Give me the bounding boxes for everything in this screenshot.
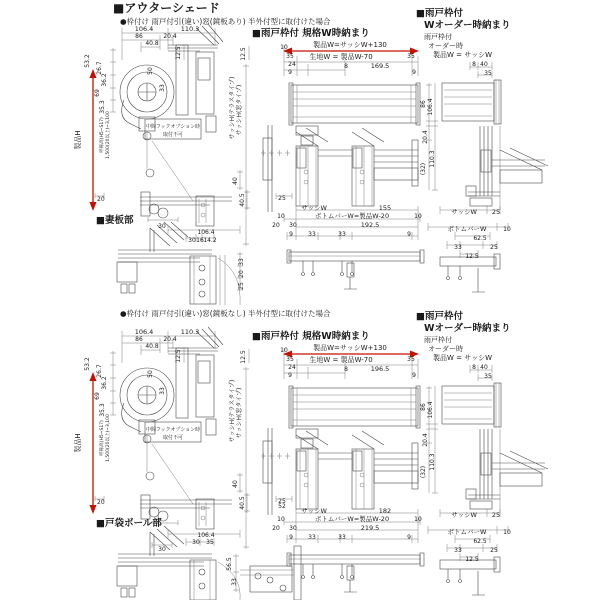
dim-20-col: 20: [272, 525, 280, 532]
dim-10: 10: [280, 347, 288, 354]
product-height-label: 製品H: [74, 130, 82, 150]
dim-35-3: 35.3: [99, 403, 106, 417]
standard-width-header: ■雨戸枠付 規格W時納まり: [252, 28, 370, 39]
dim-53-2: 53.2: [84, 54, 91, 68]
dim-30-col: 30: [289, 222, 297, 229]
dim-20-4-vert: 20.4: [422, 130, 429, 144]
order-sub3: 製品W = サッシW: [433, 51, 493, 59]
dim-8-order: 8: [472, 61, 476, 68]
bottom-order-width: [426, 365, 548, 595]
dim-25b-order: 25: [490, 547, 498, 554]
bottom-plan-labels: [228, 330, 422, 541]
product-height-label: 製品H: [74, 433, 82, 453]
dim-25: 25: [278, 195, 286, 202]
order-sub1: 雨戸枠付: [424, 336, 452, 344]
order-sub3: 製品W = サッシW: [433, 354, 493, 362]
sash-width-label: サッシW: [301, 507, 327, 515]
tobukuro-30-box: 30: [158, 546, 166, 553]
bottom-standard-width: [237, 348, 424, 592]
dim-25b-order: 25: [490, 244, 498, 251]
order-header-line2: Wオーダー時納まり: [424, 20, 511, 31]
dim-36-2: 36.2: [101, 73, 108, 87]
dim-12-5: 12.5: [175, 349, 182, 363]
top-subtitle: ●枠付け 雨戸付引(違い)窓(鏡板あり) 半外付型に取付けた場合: [120, 17, 331, 26]
order-header-line1: ■雨戸枠付: [416, 311, 463, 322]
dim-40-vert: 40: [232, 177, 239, 185]
dim-9b: 9: [407, 231, 411, 238]
dim-35-left: 35: [286, 356, 294, 363]
dim-8: 8: [344, 366, 348, 373]
top-side-labels: [73, 25, 200, 230]
dim-24: 24: [288, 61, 296, 68]
product-width-label: 製品W=サッシW+130: [313, 41, 387, 49]
top-order-labels: [416, 7, 511, 260]
sash-height-window-label: サッシH(窓タイプ): [236, 387, 243, 439]
dim-33: 33: [159, 387, 166, 395]
dim-8-order: 8: [472, 364, 476, 371]
sash-height-terrace-label: サッシH(テラスタイプ): [229, 76, 236, 140]
dim-106-4-vert: 106.4: [427, 98, 434, 116]
dim-12-5: 12.5: [175, 46, 182, 60]
dim-35-left: 35: [286, 53, 294, 60]
door-pocket-labels: [96, 517, 238, 586]
top-plan-labels: [228, 27, 422, 238]
dim-25: 25: [278, 498, 286, 505]
tsuma-33: 33: [238, 258, 245, 266]
dim-20-col: 20: [272, 222, 280, 229]
dim-9b: 9: [407, 534, 411, 541]
dim-110-3: 110.3: [180, 25, 200, 33]
dim-20: 20: [97, 196, 105, 203]
dim-86: 86: [135, 33, 143, 40]
dim-26-7: 26.7: [96, 61, 103, 75]
dim-9-left: 9: [288, 372, 292, 379]
tsuma-14-2: 14.2: [203, 237, 217, 244]
dim-106-4-vert: 106.4: [427, 401, 434, 419]
order-sub2: オーダー時: [428, 345, 463, 353]
order-sub1: 雨戸枠付: [424, 33, 452, 41]
tobukuro-35: 35: [206, 539, 214, 546]
dim-12-5-mid: 12.5: [240, 47, 247, 61]
dim-40-5-vert: 40.5: [239, 496, 246, 510]
dim-9-left: 9: [288, 69, 292, 76]
dim-10-row-right: 10: [414, 516, 422, 523]
tsuma-16: 16: [196, 237, 204, 244]
tsuma-30: 30: [188, 237, 196, 244]
dim-20: 20: [97, 499, 105, 506]
dim-12-5-order: 12.5: [465, 253, 479, 260]
dim-35-order: 35: [484, 373, 492, 380]
dim-10-row-left: 10: [277, 213, 285, 220]
bottom-side-labels: [73, 328, 200, 506]
dim-33a: 33: [308, 231, 316, 238]
dim-9a: 9: [289, 231, 293, 238]
tobukuro-106-4: 106.4: [197, 532, 215, 539]
top-standard-width: [237, 45, 424, 289]
order-header-line1: ■雨戸枠付: [416, 8, 463, 19]
door-pocket-header: ■戸袋ボール部: [96, 518, 162, 529]
order-bottombar-label: ボトムバーW: [447, 528, 487, 536]
dim-69: 69: [94, 89, 101, 97]
bottombar-eq-label: ボトムバーW=製品W-20: [314, 515, 390, 523]
dim-20-4: 20.4: [163, 33, 177, 40]
tobukuro-33: 33: [231, 578, 238, 586]
product-width-label: 製品W=サッシW+130: [313, 344, 387, 352]
dim-36-2: 36.2: [101, 376, 108, 390]
dim-40-8: 40.8: [145, 40, 159, 47]
dim-110-3-vert: 110.3: [429, 453, 436, 471]
order-sash-width-label: サッシW: [451, 511, 477, 519]
dim-106-4: 106.4: [134, 25, 154, 33]
hook-note-line2: 取付不可: [162, 132, 184, 138]
height-range-note-2: 1,500(20以上)~3,100: [106, 111, 111, 159]
tobukuro-56-5: 56.5: [226, 557, 233, 571]
dim-35-right: 35: [407, 356, 415, 363]
dim-33-order: 33: [454, 547, 462, 554]
dim-12-5-mid: 12.5: [240, 350, 247, 364]
dim-9-right: 9: [412, 69, 416, 76]
height-range-note-1: 呼称高(H5~S17): [100, 420, 105, 456]
fabric-width-label: 生地W = 製品W-70: [309, 53, 373, 61]
dim-52: 52: [278, 503, 286, 510]
dim-35-right: 35: [407, 53, 415, 60]
dim-62-5: 62.5: [473, 538, 487, 545]
dim-106-4: 106.4: [134, 328, 154, 336]
end-plate-header: ■妻板部: [96, 215, 134, 226]
dim-40-order: 40: [480, 364, 488, 371]
sash-width-label: サッシW: [301, 204, 327, 212]
order-sash-width-label: サッシW: [451, 208, 477, 216]
dim-span: 196.5: [370, 365, 390, 373]
dim-10-row-left: 10: [277, 516, 285, 523]
dim-20-4: 20.4: [163, 336, 177, 343]
dim-10-order: 10: [503, 529, 511, 536]
hook-note-line1: 中間フックオプション時: [145, 427, 201, 433]
dim-62-5: 62.5: [473, 235, 487, 242]
top-order-width: [426, 62, 548, 292]
dim-110-3-vert: 110.3: [429, 150, 436, 168]
sash-height-window-label: サッシH(窓タイプ): [236, 84, 243, 136]
dim-86-vert: 86: [420, 100, 427, 108]
dim-33-order: 33: [454, 244, 462, 251]
bottom-subtitle: ●枠付け 雨戸付引(違い)窓(鏡板なし) 半外付型に取付けた場合: [120, 309, 331, 318]
dim-35-order: 35: [484, 70, 492, 77]
end-plate-section: [117, 222, 243, 305]
dim-24: 24: [288, 364, 296, 371]
dim-32-vert: (32): [420, 465, 427, 479]
dim-110-3: 110.3: [180, 328, 200, 336]
dim-33a: 33: [308, 534, 316, 541]
order-bottombar-label: ボトムバーW: [447, 225, 487, 233]
dim-86-vert: 86: [420, 403, 427, 411]
dim-total: 219.5: [360, 524, 380, 532]
dim-50: 50: [147, 370, 154, 378]
hook-note-line1: 中間フックオプション時: [145, 124, 201, 130]
dim-20-4-vert: 20.4: [422, 433, 429, 447]
dim-9a: 9: [289, 534, 293, 541]
dim-33b: 33: [338, 231, 346, 238]
dim-total: 192.5: [360, 221, 380, 229]
dim-9-right: 9: [412, 372, 416, 379]
dim-40-8: 40.8: [145, 343, 159, 350]
tsuma-25: 25: [238, 282, 245, 290]
dim-32-vert: (32): [420, 162, 427, 176]
fabric-width-label: 生地W = 製品W-70: [309, 356, 373, 364]
dim-30-col: 30: [289, 525, 297, 532]
order-header-line2: Wオーダー時納まり: [424, 323, 511, 334]
dim-33b: 33: [338, 534, 346, 541]
sash-width-value: 155: [378, 204, 392, 212]
sash-height-terrace-label: サッシH(テラスタイプ): [229, 379, 236, 443]
dim-25-order: 25: [491, 511, 501, 519]
dim-35-3: 35.3: [99, 100, 106, 114]
dim-50: 50: [147, 67, 154, 75]
tsuma-106-4: 106.4: [197, 229, 215, 236]
dim-12-5-order: 12.5: [465, 556, 479, 563]
dim-33: 33: [159, 84, 166, 92]
dim-86: 86: [135, 336, 143, 343]
dim-53-2: 53.2: [84, 357, 91, 371]
height-range-note-2: 1,500(20以上)~3,100: [106, 414, 111, 462]
dim-30: 30: [158, 223, 166, 230]
dim-40-vert: 40: [232, 480, 239, 488]
dim-40-5-vert: 40.5: [239, 193, 246, 207]
dim-69: 69: [94, 392, 101, 400]
bottombar-eq-label: ボトムバーW=製品W-20: [314, 212, 390, 220]
end-plate-labels: [96, 214, 245, 290]
dim-10: 10: [280, 44, 288, 51]
dim-10-row-right: 10: [414, 213, 422, 220]
dim-span: 169.5: [370, 62, 390, 70]
tobukuro-30: 30: [192, 539, 200, 546]
dim-26-7: 26.7: [96, 364, 103, 378]
tsuma-20: 20: [238, 270, 245, 278]
order-sub2: オーダー時: [428, 42, 463, 50]
dim-8: 8: [344, 63, 348, 70]
height-range-note-1: 呼称高(H5~S17): [100, 117, 105, 153]
dim-40-order: 40: [480, 61, 488, 68]
dim-25-order: 25: [491, 208, 501, 216]
page-title: ■アウターシェード: [113, 1, 220, 15]
sash-width-value: 182: [378, 507, 392, 515]
dim-10-order: 10: [503, 226, 511, 233]
hook-note-line2: 取付不可: [162, 435, 184, 441]
bottom-order-labels: [416, 310, 511, 563]
standard-width-header: ■雨戸枠付 規格W時納まり: [252, 331, 370, 342]
